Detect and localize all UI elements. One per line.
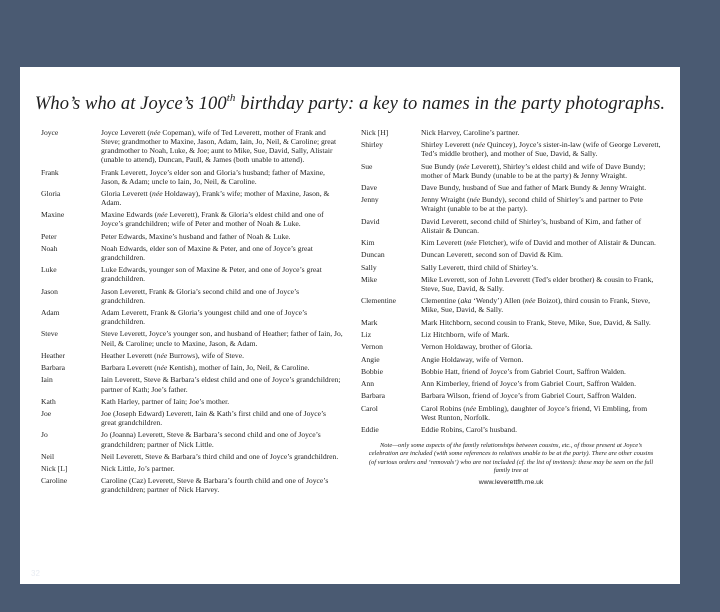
entry-description: Gloria Leverett (née Holdaway), Frank’s wife; mother of Maxine, Jason, & Adam. <box>101 188 330 208</box>
entry-name: Eddie <box>361 425 379 434</box>
entry-name: Carol <box>361 403 378 413</box>
entry-nick-l <box>41 464 343 473</box>
left-column <box>41 128 343 498</box>
entry-nick-h <box>361 128 661 137</box>
title-superscript: th <box>226 92 236 104</box>
entry-name: Adam <box>41 308 60 318</box>
entry-peter <box>41 232 343 241</box>
entry-name: Joe <box>41 409 52 419</box>
entry-description: Barbara Leverett (née Kentish), mother of Iain, Jo, Neil, & Caroline. <box>101 363 310 373</box>
entry-description: David Leverett, second child of Shirley’s, husband of Kim, and father of Alistair & Duncan. <box>421 216 642 235</box>
entry-description: Shirley Leverett (née Quincey), Joyce’s sister-in-law (wife of George Leverett, Ted’s middle brother), and mother of Sue, David, & Sally. <box>421 140 661 159</box>
entry-description: Angie Holdaway, wife of Vernon. <box>421 354 524 364</box>
entry-description: Heather Leverett (née Burrows), wife of Steve. <box>101 350 244 360</box>
entry-mike <box>361 275 661 293</box>
entry-frank <box>41 168 343 186</box>
entry-jenny <box>361 195 661 213</box>
entry-joe <box>41 409 343 427</box>
entry-sally <box>361 263 661 272</box>
entry-barbara <box>361 391 661 400</box>
entry-joyce <box>41 128 343 164</box>
entry-description: Sue Bundy (née Leverett), Shirley’s eldest child and wife of Dave Bundy; mother of Mark Bundy (unable to be at the party) & Jenny Wraight. <box>421 161 646 180</box>
entry-sue <box>361 162 661 180</box>
entry-name: Mark <box>361 317 378 327</box>
page-number: 32 <box>31 569 40 578</box>
entry-description: Kim Leverett (née Fletcher), wife of David and mother of Alistair & Duncan. <box>421 238 656 248</box>
entry-luke <box>41 265 343 283</box>
entry-name: Noah <box>41 243 58 253</box>
entry-david <box>361 217 661 235</box>
entry-dave <box>361 183 661 192</box>
entry-mark <box>361 318 661 327</box>
entry-caroline <box>41 476 343 494</box>
page-title <box>20 94 680 115</box>
entry-name: Sally <box>361 262 377 272</box>
entry-name: Shirley <box>361 140 383 150</box>
entry-name: Heather <box>41 350 66 360</box>
entry-description: Clementine (aka ‘Wendy’) Allen (née Boizot), third cousin to Frank, Steve, Mike, Sue, David, & Sally. <box>421 296 651 315</box>
entry-kath <box>41 397 343 406</box>
entry-description: Vernon Holdaway, brother of Gloria. <box>421 342 533 352</box>
entry-name: Frank <box>41 167 59 177</box>
entry-steve <box>41 329 343 347</box>
entry-barbara <box>41 363 343 372</box>
entry-description: Duncan Leverett, second son of David & Kim. <box>421 250 563 260</box>
entry-liz <box>361 330 661 339</box>
entry-name: Barbara <box>41 363 66 373</box>
entry-description: Liz Hitchborn, wife of Mark. <box>421 329 510 339</box>
entry-description: Joyce Leverett (née Copeman), wife of Ted Leverett, mother of Frank and Steve; grandmother to Maxine, Jason, Adam, Iain, Jo, Neil, & Caroline; great grandmother to Noah, Luke, & Joe; aunt to Mike, Sue, David, Sally, Alistair (unable to attend), Duncan, Paull, & James (both unable to attend). <box>101 128 337 165</box>
entry-name: Luke <box>41 265 57 275</box>
entry-description: Luke Edwards, younger son of Maxine & Peter, and one of Joyce’s great grandchildren. <box>101 265 322 284</box>
entry-description: Peter Edwards, Maxine’s husband and father of Noah & Luke. <box>101 231 291 241</box>
entry-clementine <box>361 296 661 314</box>
entry-description: Jo (Joanna) Leverett, Steve & Barbara’s second child and one of Joyce’s grandchildren; partner of Nick Little. <box>101 430 321 449</box>
entry-heather <box>41 351 343 360</box>
entry-description: Dave Bundy, husband of Sue and father of Mark Bundy & Jenny Wraight. <box>421 183 647 193</box>
entry-name: Nick [L] <box>41 464 68 474</box>
entry-name: Angie <box>361 354 380 364</box>
entry-name: Jenny <box>361 195 379 205</box>
family-tree-url[interactable]: www.leverettfh.me.uk <box>478 479 544 487</box>
entry-description: Sally Leverett, third child of Shirley’s. <box>421 262 539 272</box>
entry-kim <box>361 238 661 247</box>
entry-description: Nick Harvey, Caroline’s partner. <box>421 128 520 137</box>
entry-name: Jo <box>41 430 48 440</box>
entry-description: Kath Harley, partner of Iain; Joe’s mother. <box>101 396 230 406</box>
entry-description: Carol Robins (née Embling), daughter of Joyce’s friend, Vi Embling, from West Runton, Norfolk. <box>421 403 648 422</box>
title-text-end: birthday party: a key to names in the party photographs. <box>235 94 666 114</box>
entry-description: Mark Hitchborn, second cousin to Frank, Steve, Mike, Sue, David, & Sally. <box>421 317 651 327</box>
entry-name: Peter <box>41 231 57 241</box>
entry-name: Dave <box>361 183 378 193</box>
entry-angie <box>361 355 661 364</box>
entry-description: Bobbie Hatt, friend of Joyce’s from Gabriel Court, Saffron Walden. <box>421 366 626 376</box>
entry-name: Steve <box>41 329 58 339</box>
entry-description: Frank Leverett, Joyce’s elder son and Gloria’s husband; father of Maxine, Jason, & Adam; uncle to Iain, Jo, Neil, & Caroline. <box>101 167 325 186</box>
entry-name: Liz <box>361 329 372 339</box>
entry-name: Barbara <box>361 391 386 401</box>
entry-name: Nick [H] <box>361 128 389 137</box>
entry-carol <box>361 404 661 422</box>
right-column <box>361 128 661 487</box>
entry-description: Caroline (Caz) Leverett, Steve & Barbara’s fourth child and one of Joyce’s grandchildren; partner of Nick Harvey. <box>101 476 329 495</box>
entry-name: Duncan <box>361 250 385 260</box>
entry-eddie <box>361 425 661 434</box>
document-page <box>20 67 680 584</box>
entry-name: Maxine <box>41 210 65 220</box>
entry-neil <box>41 452 343 461</box>
entry-name: Ann <box>361 379 375 389</box>
entry-description: Nick Little, Jo’s partner. <box>101 464 175 474</box>
entry-ann <box>361 379 661 388</box>
entry-description: Jenny Wraight (née Bundy), second child of Shirley’s and partner to Pete Wraight (unable to be at the party). <box>421 195 643 214</box>
entry-bobbie <box>361 367 661 376</box>
entry-gloria <box>41 189 343 207</box>
entry-description: Jason Leverett, Frank & Gloria’s second child and one of Joyce’s grandchildren. <box>101 286 300 305</box>
right-entries <box>361 128 661 434</box>
entry-adam <box>41 308 343 326</box>
entry-name: Kath <box>41 396 56 406</box>
entry-iain <box>41 375 343 393</box>
entry-duncan <box>361 250 661 259</box>
entry-description: Iain Leverett, Steve & Barbara’s eldest child and one of Joyce’s grandchildren; partner of Kath; Joe’s father. <box>101 375 341 394</box>
entry-description: Mike Leverett, son of John Leverett (Ted’s elder brother) & cousin to Frank, Steve, Sue, David, & Sally. <box>421 274 654 293</box>
entry-name: Clementine <box>361 296 397 306</box>
entry-description: Maxine Edwards (née Leverett), Frank & Gloria’s eldest child and one of Joyce’s grandchildren; wife of Peter and mother of Noah & Luke. <box>101 210 324 229</box>
entry-maxine <box>41 210 343 228</box>
entry-name: David <box>361 216 380 226</box>
title-text: Who’s who at Joyce’s 100 <box>34 94 227 114</box>
entry-description: Joe (Joseph Edward) Leverett, Iain & Kath’s first child and one of Joyce’s great grandchildren. <box>101 409 327 428</box>
entry-description: Eddie Robins, Carol’s husband. <box>421 425 517 434</box>
entry-name: Bobbie <box>361 366 383 376</box>
footnote: Note—only some aspects of the family relationships between cousins, etc., of those present at Joyce’s celebration are included (with some references to relatives unable to be at the party). There are other cousins (of various orders and ‘removals’) who are not included (cf. the list of invitees): these may be seen on the full family tree at <box>368 442 654 474</box>
entry-name: Joyce <box>41 128 59 137</box>
entry-name: Caroline <box>41 476 68 486</box>
entry-description: Ann Kimberley, friend of Joyce’s from Gabriel Court, Saffron Walden. <box>421 379 636 389</box>
entry-description: Adam Leverett, Frank & Gloria’s youngest child and one of Joyce’s grandchildren. <box>101 308 308 327</box>
entry-description: Noah Edwards, elder son of Maxine & Peter, and one of Joyce’s great grandchildren. <box>101 243 313 263</box>
entry-name: Sue <box>361 161 373 171</box>
entry-jo <box>41 430 343 448</box>
entry-noah <box>41 244 343 262</box>
entry-description: Neil Leverett, Steve & Barbara’s third child and one of Joyce’s grandchildren. <box>101 451 339 461</box>
entry-name: Vernon <box>361 342 383 352</box>
entry-jason <box>41 287 343 305</box>
entry-description: Barbara Wilson, friend of Joyce’s from Gabriel Court, Saffron Walden. <box>421 391 637 401</box>
entry-vernon <box>361 342 661 351</box>
entry-shirley <box>361 140 661 158</box>
entry-name: Jason <box>41 286 58 296</box>
entry-name: Gloria <box>41 188 61 198</box>
entry-name: Neil <box>41 451 55 461</box>
entry-name: Iain <box>41 375 53 385</box>
entry-description: Steve Leverett, Joyce’s younger son, and husband of Heather; father of Iain, Jo, Neil, & Caroline; uncle to Maxine, Jason, & Adam. <box>101 329 343 348</box>
entry-name: Kim <box>361 238 375 248</box>
entry-name: Mike <box>361 274 378 284</box>
